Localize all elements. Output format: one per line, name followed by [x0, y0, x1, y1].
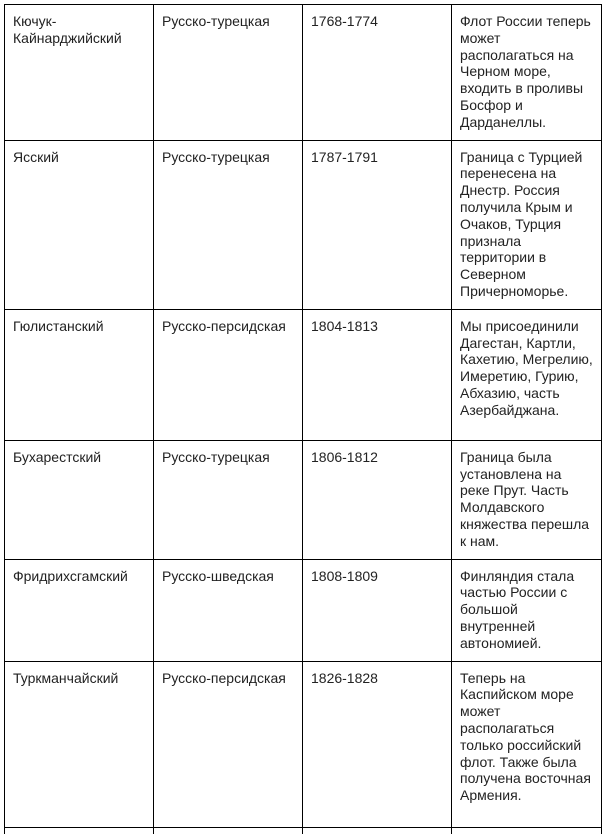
years-cell: 1804-1813 [303, 309, 452, 440]
treaty-cell: Кючук-Кайнарджийский [5, 5, 154, 141]
result-cell: Финляндия стала частью России с большой внутренней автономией. [452, 559, 602, 661]
empty-cell [154, 827, 303, 834]
table-row [5, 5, 602, 141]
empty-cell [5, 827, 154, 834]
years-cell: 1808-1809 [303, 559, 452, 661]
years-cell: 1787-1791 [303, 140, 452, 309]
treaty-cell: Туркманчайский [5, 661, 154, 827]
table-row [5, 140, 602, 309]
table-row [5, 559, 602, 661]
treaty-cell: Гюлистанский [5, 309, 154, 440]
treaty-cell: Ясский [5, 140, 154, 309]
treaties-table [4, 4, 602, 834]
war-cell: Русско-турецкая [154, 440, 303, 559]
years-cell: 1806-1812 [303, 440, 452, 559]
table-row-partial [5, 827, 602, 834]
result-cell: Граница с Турцией перенесена на Днестр. Россия получила Крым и Очаков, Турция признала территории в Северном Причерноморье. [452, 140, 602, 309]
table-row [5, 661, 602, 827]
empty-cell [452, 827, 602, 834]
years-cell: 1826-1828 [303, 661, 452, 827]
war-cell: Русско-персидская [154, 309, 303, 440]
treaty-cell: Бухарестский [5, 440, 154, 559]
table-row [5, 440, 602, 559]
treaty-cell: Фридрихсгамский [5, 559, 154, 661]
result-cell: Граница была установлена на реке Прут. Часть Молдавского княжества перешла к нам. [452, 440, 602, 559]
war-cell: Русско-турецкая [154, 5, 303, 141]
war-cell: Русско-шведская [154, 559, 303, 661]
war-cell: Русско-турецкая [154, 140, 303, 309]
table-row [5, 309, 602, 440]
years-cell: 1768-1774 [303, 5, 452, 141]
result-cell: Флот России теперь может располагаться на Черном море, входить в проливы Босфор и Дарданеллы. [452, 5, 602, 141]
empty-cell [303, 827, 452, 834]
result-cell: Мы присоединили Дагестан, Картли, Кахетию, Мегрелию, Имеретию, Гурию, Абхазию, часть Азербайджана. [452, 309, 602, 440]
war-cell: Русско-персидская [154, 661, 303, 827]
result-cell: Теперь на Каспийском море может располагаться только российский флот. Также была получена восточная Армения. [452, 661, 602, 827]
